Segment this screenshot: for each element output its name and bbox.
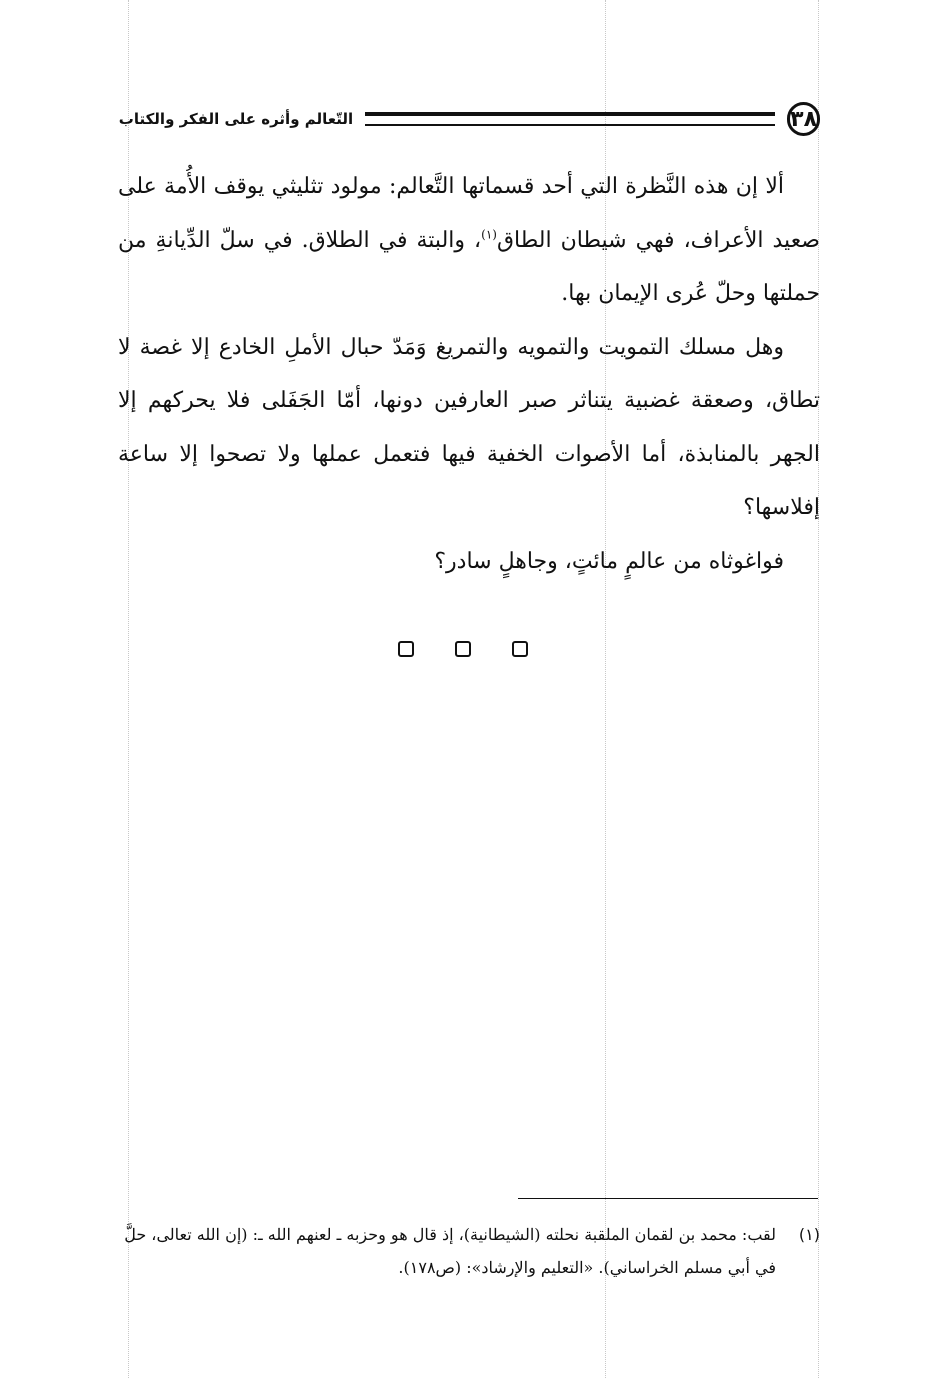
paragraph-1 (118, 160, 820, 321)
running-title: التّعالم وأثره على الفكر والكتاب (118, 110, 354, 128)
page-number: ٣٨ (787, 102, 820, 136)
square-ornament-icon (455, 641, 471, 657)
footnote-number: (١) (798, 1225, 820, 1244)
paragraph-2: وهل مسلك التمويت والتمويه والتمريغ وَمَدّ حبال الأملِ الخادع إلا غصة لا تطاق، وصعقة غضبية يتناثر صبر العارفين دونها، أمّا الجَفَلى فلا يحركهم إلا الجهر بالمنابذة، أما الأصوات الخفية فيها فتعمل عملها ولا تصحوا إلا ساعة إفلاسها؟ (118, 334, 820, 520)
header-rule-thin (365, 124, 775, 126)
square-ornament-icon (512, 641, 528, 657)
paragraph-3: فواغوثاه من عالمٍ مائتٍ، وجاهلٍ سادر؟ (434, 548, 784, 574)
main-text (118, 160, 820, 588)
paragraph-1-tail: ، والبتة في الطلاق. في سلّ الدِّيانةِ من حملتها وحلّ عُرى الإيمان بها. (118, 227, 820, 306)
footnotes (118, 1218, 820, 1284)
footnote-divider (518, 1198, 818, 1199)
paragraph-1-text: ألا إن هذه النَّظرة التي أحد قسماتها التَّعالم: مولود تثليثي يوقف الأُمة على صعيد الأعراف، فهي شيطان الطاق (118, 174, 820, 253)
header-rule-thick (365, 112, 775, 116)
footnote (118, 1218, 820, 1284)
square-ornament-icon (398, 641, 414, 657)
page-header (120, 96, 820, 142)
header-rule (365, 112, 775, 126)
footnote-reference[interactable]: (١) (481, 227, 497, 242)
footnote-text: لقب: محمد بن لقمان الملقبة نحلته (الشيطانية)، إذ قال هو وحزبه ـ لعنهم الله ـ: (إن الله تعالى، حلَّ في أبي مسلم الخراساني). «التعليم والإرشاد»: (ص١٧٨). (124, 1225, 776, 1277)
section-end-ornament (398, 641, 528, 661)
